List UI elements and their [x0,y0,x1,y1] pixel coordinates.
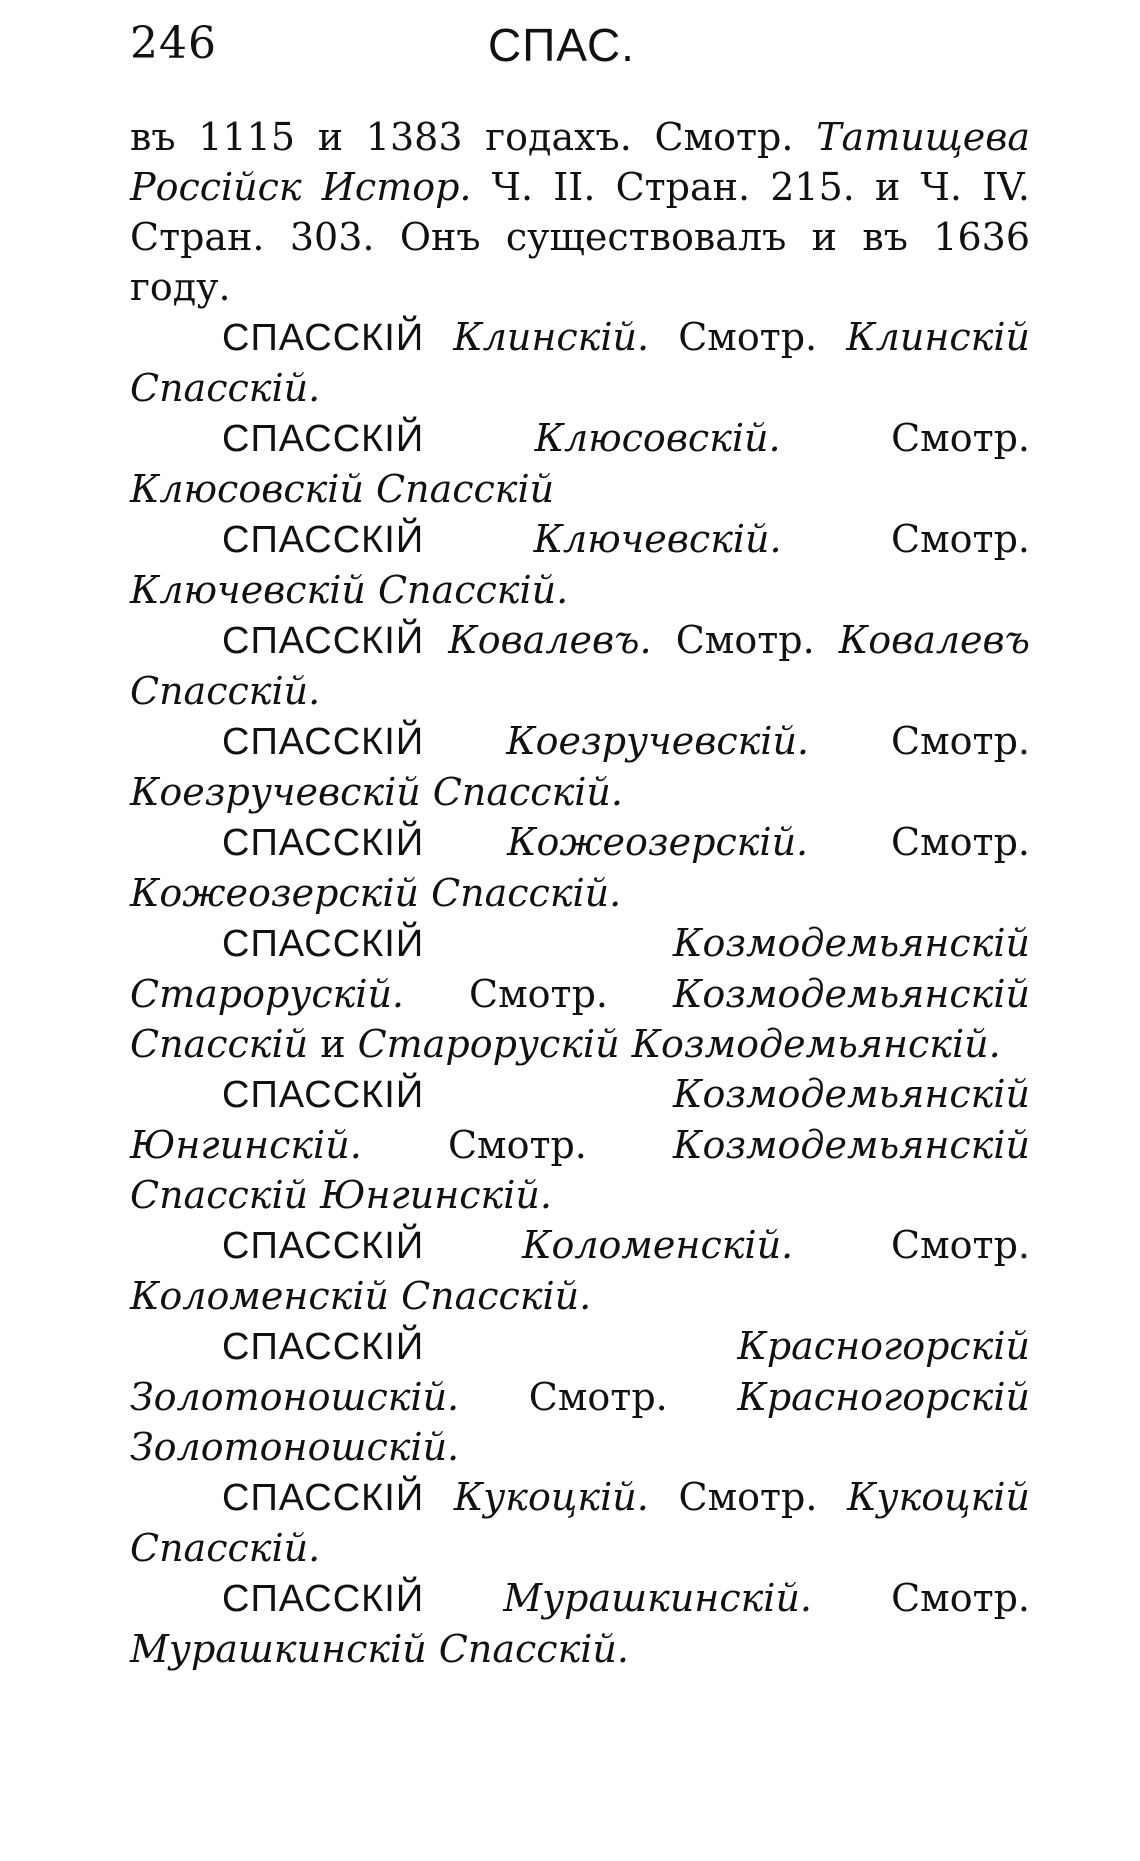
entry-reference: Клинскій Спасскій. [130,315,1030,410]
entry-see: Смотр. [891,517,1030,561]
entry-see: Смотр. [675,618,815,662]
entry-see: Смотр. [528,1375,668,1419]
entry-reference: Коезручевскій Спасскій. [130,770,623,814]
entry-see: Смотр. [678,1475,818,1519]
entry-name: Ключевскій. [533,517,782,561]
entry-see: Смотр. [447,1123,587,1167]
entry-headword: СПАССКІЙ [222,721,425,763]
entry-name: Козмодемьянскій Старорускій. [130,921,1030,1016]
entry-headword: СПАССКІЙ [222,620,425,662]
entry-see: Смотр. [891,719,1030,763]
entry-name: Клинскій. [453,315,650,359]
entry-reference: Красногорскій Золотоношскій. [130,1375,1030,1469]
entry-headword: СПАССКІЙ [222,1578,425,1620]
entry-see: Смотр. [469,972,608,1016]
entry-headword: СПАССКІЙ [222,822,425,864]
entry [130,1220,1030,1321]
entry-see: Смотр. [891,1223,1030,1267]
entry-headword: СПАССКІЙ [222,923,425,965]
entry-name: Коезручевскій. [506,719,809,763]
page-number: 246 [130,18,217,69]
entry-name: Красногорскій Золотоношскій. [130,1324,1030,1419]
entry-headword: СПАССКІЙ [222,1074,425,1116]
entry-headword: СПАССКІЙ [222,519,425,561]
entry-see: Смотр. [891,1576,1030,1620]
entry [130,413,1030,514]
entry [130,312,1030,413]
entry [130,817,1030,918]
entry-reference: Мурашкинскій Спасскій. [130,1627,629,1671]
entry-see: Смотр. [678,315,818,359]
entry-reference: Кукоцкій Спасскій. [130,1475,1030,1570]
entry-name: Кукоцкій. [453,1475,649,1519]
entry [130,514,1030,615]
entry [130,1321,1030,1472]
entry-headword: СПАССКІЙ [222,317,425,359]
entry [130,918,1030,1069]
entry-see: Смотр. [891,416,1030,460]
entry-suffix: Ч. II. Стран. 215. и Ч. IV. Стран. 303. Онъ существовалъ и въ 1636 году. [130,165,1030,309]
entry-name: Мурашкинскій. [503,1576,813,1620]
entry-joiner: и [320,1022,346,1066]
entry-name: Коломенскій. [522,1223,794,1267]
entry [130,1069,1030,1220]
entry-name: Клюсовскій. [534,416,781,460]
entry [130,716,1030,817]
entry-headword: СПАССКІЙ [222,1477,425,1519]
entry-reference: Коломенскій Спасскій. [130,1274,592,1318]
entry-headword: СПАССКІЙ [222,1225,425,1267]
text-block [130,112,1030,1674]
entry-continuation [130,112,1030,312]
entry-prefix: въ 1115 и 1383 годахъ. Смотр. [130,115,817,159]
entry-headword: СПАССКІЙ [222,418,425,460]
entry-reference: Ключевскій Спасскій. [130,568,569,612]
entry [130,1472,1030,1573]
entry-reference: Козмодемьянскій Спасскій [130,972,1030,1066]
entry [130,615,1030,716]
entry-name: Козмодемьянскій Юнгинскій. [130,1072,1030,1167]
entry-name: Кожеозерскій. [507,820,809,864]
entry-reference: Козмодемьянскій Спасскій Юнгинскій. [130,1123,1030,1217]
entry-reference: Клюсовскій Спасскій [130,467,555,511]
entry-see: Смотр. [891,820,1030,864]
entry [130,1573,1030,1674]
running-head: СПАС. [488,19,635,71]
entry-reference: Кожеозерскій Спасскій. [130,871,622,915]
entry-reference: Ковалевъ Спасскій. [130,618,1030,713]
entry-name: Ковалевъ. [448,618,652,662]
entry-reference: Татищева Россійск Истор. [130,115,1030,209]
entry-reference-2: Старорускій Козмодемьянскій. [357,1022,1001,1066]
entry-headword: СПАССКІЙ [222,1326,425,1368]
